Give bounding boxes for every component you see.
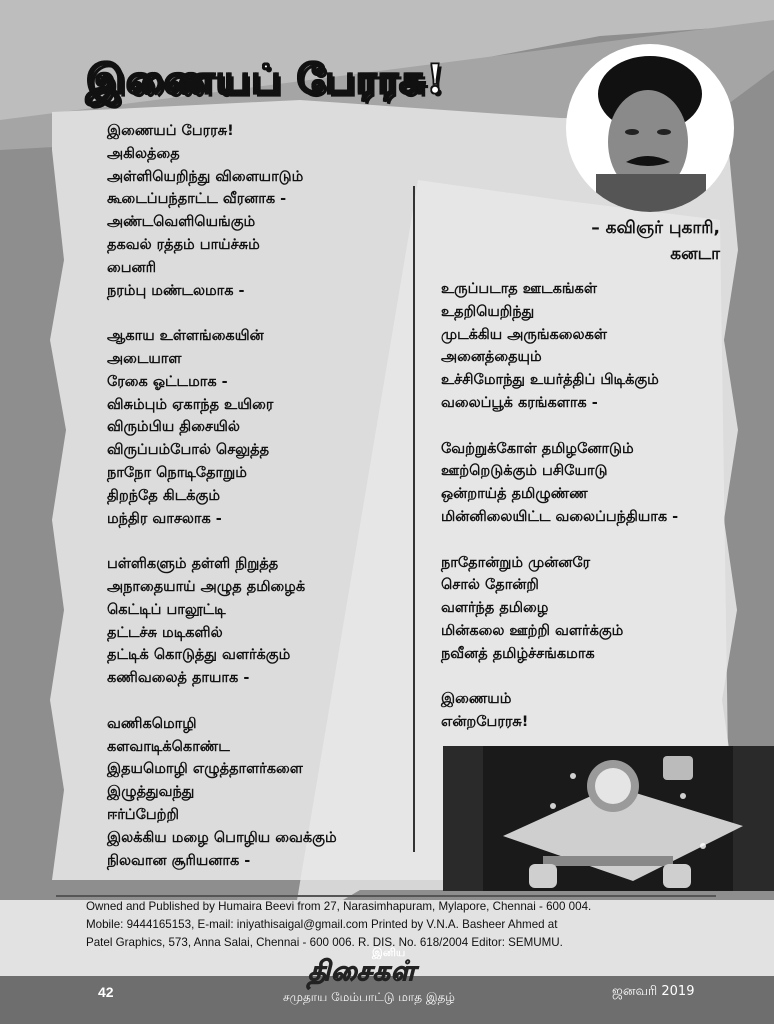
magazine-logo: திசைகள்: [308, 956, 417, 987]
poem-line: வணிகமொழி: [107, 715, 197, 732]
poem-line: முடக்கிய அருங்கலைகள்: [441, 326, 607, 343]
article-title: இணையப் பேரரசு!: [86, 56, 445, 103]
poem-line: விரும்பிய திசையில்: [107, 419, 240, 436]
issue-date: ஜனவரி 2019: [612, 984, 695, 999]
poem-line: பைனரி: [107, 259, 157, 276]
magazine-tagline: சமுதாய மேம்பாட்டு மாத இதழ்: [283, 990, 455, 1004]
poem-line: என்றபேரரசு!: [441, 714, 529, 731]
poem-line: திறந்தே கிடக்கும்: [107, 487, 221, 504]
stanza-break: [441, 529, 678, 552]
poem-line: சொல் தோன்றி: [441, 577, 539, 594]
poem-line: அண்டவெளியெங்கும்: [107, 214, 256, 231]
poem-line: கூடைப்பந்தாட்ட வீரனாக -: [107, 191, 287, 208]
stanza-break: [107, 690, 337, 713]
poem-line: இழுத்துவந்து: [107, 784, 195, 801]
poem-line: அனைத்தையும்: [441, 349, 542, 366]
poem-line: கணிவலைத் தாயாக -: [107, 670, 250, 687]
poem-line: இணையம்: [441, 691, 512, 708]
poem-line: தட்டச்சு மடிகளில்: [107, 624, 223, 641]
poem-column-left: [107, 120, 337, 872]
poem-line: அடையாள: [107, 350, 182, 367]
poem-line: அகிலத்தை: [107, 145, 180, 162]
poem-line: மந்திர வாசலாக -: [107, 510, 222, 527]
poem-line: இலக்கிய மழை பொழிய வைக்கும்: [107, 829, 337, 846]
poem-line: இணையப் பேரரசு!: [107, 123, 234, 139]
poem-line: விசும்பும் ஏகாந்த உயிரை: [107, 396, 274, 413]
poem-line: உருப்படாத ஊடகங்கள்: [441, 281, 597, 297]
magazine-name-small: இனிய: [372, 946, 406, 959]
author-portrait: [566, 44, 734, 212]
poem-line: வளர்ந்த தமிழை: [441, 600, 549, 617]
author-name: – கவிஞர் புகாரி,: [591, 218, 720, 238]
column-divider: [413, 186, 415, 852]
poem-line: தகவல் ரத்தம் பாய்ச்சும்: [107, 236, 260, 253]
poem-line: கெட்டிப் பாலூட்டி: [107, 601, 226, 618]
poem-line: நவீனத் தமிழ்ச்சங்கமாக: [441, 645, 595, 662]
publisher-info-line-2: Mobile: 9444165153, E-mail: iniyathisaigal@gmail.com Printed by V.N.A. Basheer Ahmed at: [86, 918, 558, 931]
poem-line: வலைப்பூக் கரங்களாக -: [441, 394, 598, 411]
poem-line: ஊற்றெடுக்கும் பசியோடு: [441, 463, 608, 480]
poem-line: நாதோன்றும் முன்னரே: [441, 554, 591, 571]
stanza-break: [441, 415, 678, 438]
poem-line: உச்சிமோந்து உயர்த்திப் பிடிக்கும்: [441, 372, 659, 389]
stanza-break: [107, 530, 337, 553]
poem-line: ஒன்றாய்த் தமிழுண்ண: [441, 486, 588, 503]
poem-line: அநாதையாய் அழுத தமிழைக்: [107, 578, 306, 595]
poem-line: களவாடிக்கொண்ட: [107, 738, 230, 755]
poem-line: தட்டிக் கொடுத்து வளர்க்கும்: [107, 647, 291, 664]
poem-line: ஆகாய உள்ளங்கையின்: [107, 328, 264, 345]
poem-line: உதறியெறிந்து: [441, 303, 535, 320]
poem-line: அள்ளியெறிந்து விளையாடும்: [107, 168, 304, 185]
poem-line: மின்கலை ஊற்றி வளர்க்கும்: [441, 622, 624, 639]
technology-illustration: [443, 746, 774, 891]
poem-line: மின்னிலையிட்ட வலைப்பந்தியாக -: [441, 508, 679, 525]
poem-line: இதயமொழி எழுத்தாளர்களை: [107, 761, 303, 778]
footer-divider: [56, 895, 716, 897]
poem-line: நிலவான சூரியனாக -: [107, 852, 251, 869]
poem-line: பள்ளிகளும் தள்ளி நிறுத்த: [107, 556, 279, 573]
page-number: 42: [98, 984, 114, 1000]
poem-line: வேற்றுக்கோள் தமிழனோடும்: [441, 440, 634, 457]
publisher-info-line-1: Owned and Published by Humaira Beevi from 27, Narasimhapuram, Mylapore, Chennai - 600 004.: [86, 900, 592, 913]
publisher-info-line-3: Patel Graphics, 573, Anna Salai, Chennai - 600 006. R. DIS. No. 618/2004 Editor: SEMUMU.: [86, 936, 563, 949]
stanza-break: [441, 666, 678, 689]
poem-line: நரம்பு மண்டலமாக -: [107, 282, 245, 299]
poem-line: ஈர்ப்பேற்றி: [107, 806, 180, 823]
poem-line: ரேகை ஓட்டமாக -: [107, 373, 228, 390]
author-location: கனடா: [670, 244, 720, 264]
stanza-break: [107, 302, 337, 325]
poem-column-right: [441, 278, 678, 734]
poem-line: விருப்பம்போல் செலுத்த: [107, 442, 270, 459]
poem-line: நாநோ நொடிதோறும்: [107, 464, 247, 481]
